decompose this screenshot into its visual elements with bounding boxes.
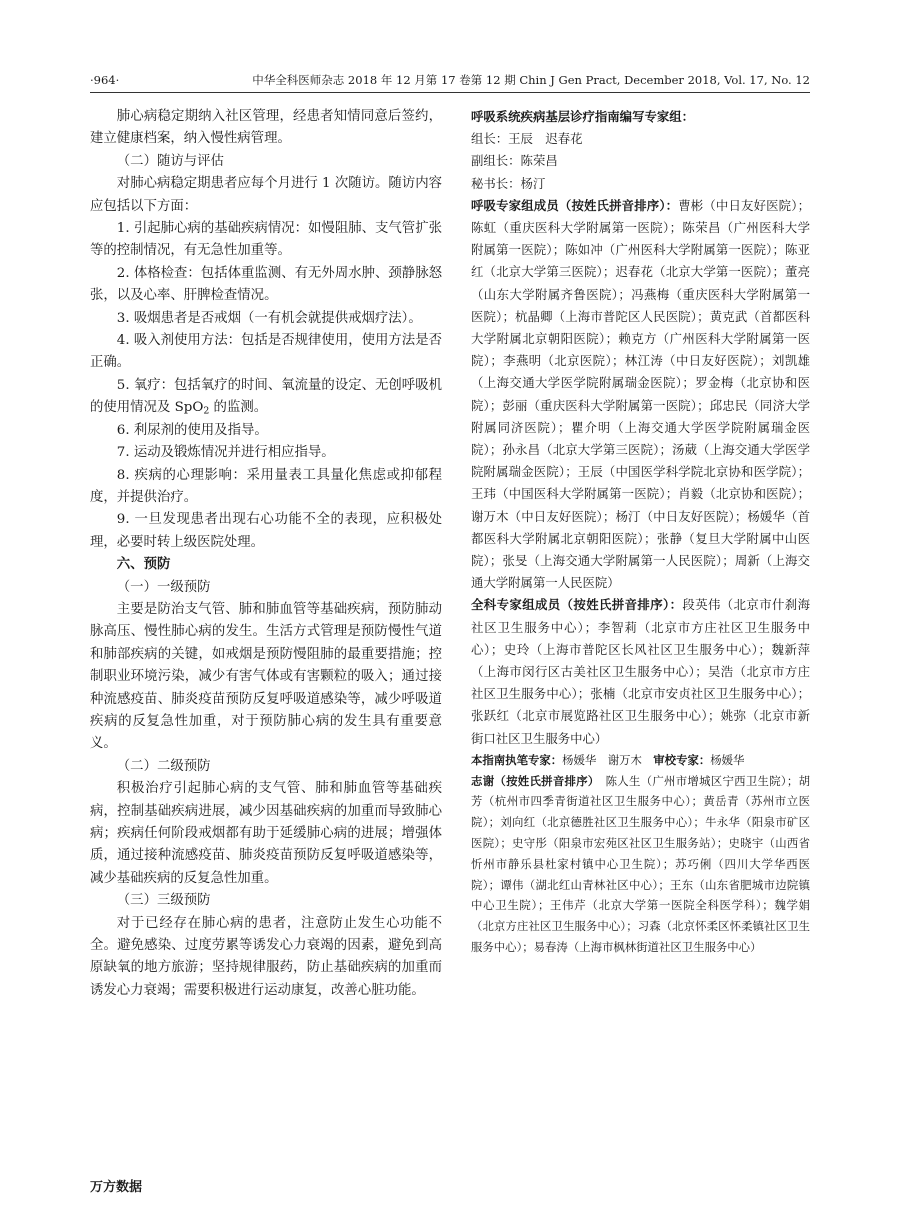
oxygen-text-end: 的监测。 [209,400,268,416]
right-column [471,106,810,958]
group-leader: 组长：王辰 迟春花 [471,131,583,147]
list-item: 7. 运动及锻炼情况并进行相应指导。 [116,445,335,461]
respiratory-members-title: 呼吸专家组成员（按姓氏拼音排序）： [471,197,679,213]
respiratory-members-list: 曹彬（中日友好医院）；陈虹（重庆医科大学附属第一医院）；陈荣昌（广州医科大学附属第一医院）；陈如冲（广州医科大学附属第一医院）；陈亚红（北京大学第三医院）；迟春花（北京大学第一医院）；董亮（山东大学附属齐鲁医院）；冯燕梅（重庆医科大学附属第一医院）；杭晶卿（上海市普陀区人民医院）；黄克武（首都医科大学附属北京朝阳医院）；赖克方（广州医科大学附属第一医院）；李燕明（北京医院）；林江涛（中日友好医院）；刘凯雄（上海交通大学医学院附属瑞金医院）；罗金梅（北京协和医院）；彭丽（重庆医科大学附属第一医院）；邱忠民（同济大学附属同济医院）；瞿介明（上海交通大学医学院附属瑞金医院）；孙永昌（北京大学第三医院）；汤葳（上海交通大学医学院附属瑞金医院）；王辰（中国医学科学院北京协和医学院）；王玮（中国医科大学附属第一医院）；肖毅（北京协和医院）；谢万木（中日友好医院）；杨汀（中日友好医院）；杨媛华（首都医科大学附属北京朝阳医院）；张静（复旦大学附属中山医院）；张旻（上海交通大学附属第一人民医院）；周新（上海交通大学附属第一人民医院） [471,197,810,591]
oxygen-text: 5. 氧疗：包括氧疗的时间、氧流量的设定、无创呼吸机的使用情况及 SpO [90,377,442,416]
subscript: 2 [203,405,210,417]
running-header [90,70,810,93]
list-item: 6. 利尿剂的使用及指导。 [116,422,268,438]
heading-primary-prevention: （一）一级预防 [116,579,211,595]
gp-members-title: 全科专家组成员（按姓氏拼音排序）： [471,597,683,613]
heading-secondary-prevention: （二）二级预防 [116,758,211,774]
heading-tertiary-prevention: （三）三级预防 [116,893,211,909]
journal-citation: 中华全科医师杂志 2018 年 12 月第 17 卷第 12 期 Chin J Gen Pract, December 2018, Vol. 17, No. 12 [252,73,810,87]
gp-members-list: 段英伟（北京市什刹海社区卫生服务中心）；李智莉（北京市方庄社区卫生服务中心）；史玲（上海市普陀区长风社区卫生服务中心）；魏新萍（上海市闵行区古美社区卫生服务中心）；吴浩（北京市方庄社区卫生服务中心）；张楠（北京市安贞社区卫生服务中心）；张跃红（北京市展览路社区卫生服务中心）；姚弥（北京市新街口社区卫生服务中心） [471,597,810,746]
paragraph-secondary-prevention: 积极治疗引起肺心病的支气管、肺和肺血管等基础疾病，控制基础疾病进展，减少因基础疾病的加重而导致肺心病；疾病任何阶段戒烟都有助于延缓肺心病的进展；增强体质，通过接种流感疫苗、肺炎疫苗预防反复呼吸道感染等，减少基础疾病的反复急性加重。 [90,781,442,886]
acknowledgements [471,771,810,958]
vice-leader: 副组长：陈荣昌 [471,153,558,169]
writers-title: 本指南执笔专家： [471,752,563,767]
list-item: 4. 吸入剂使用方法：包括是否规律使用，使用方法是否正确。 [90,333,442,371]
list-item: 2. 体格检查：包括体重监测、有无外周水肿、颈静脉怒张，以及心率、肝脾检查情况。 [90,265,442,304]
writers-and-reviewers [471,750,810,771]
left-column [90,106,442,1002]
page-number: ·964· [90,73,120,87]
paragraph-followup: 对肺心病稳定期患者应每个月进行 1 次随访。随访内容应包括以下方面： [90,176,442,214]
acknowledgements-title: 志谢（按姓氏拼音排序） [471,773,594,788]
respiratory-members [471,195,810,595]
list-item: 8. 疾病的心理影响：采用量表工具量化焦虑或抑郁程度，并提供治疗。 [90,467,442,505]
expert-group-title: 呼吸系统疾病基层诊疗指南编写专家组： [471,109,695,124]
reviewer-name: 杨媛华 [710,752,745,767]
list-item-oxygen [90,375,442,420]
writers-names: 杨媛华 谢万木 [562,752,654,767]
secretary-general: 秘书长：杨汀 [471,175,546,191]
section-heading-prevention: 六、预防 [116,557,171,573]
list-item: 9. 一旦发现患者出现右心功能不全的表现，应积极处理，必要时转上级医院处理。 [90,512,442,550]
list-item: 1. 引起肺心病的基础疾病情况：如慢阻肺、支气管扩张等的控制情况，有无急性加重等。 [90,221,442,259]
general-practice-members [471,594,810,749]
acknowledgements-list: 陈人生（广州市增城区宁西卫生院）；胡芳（杭州市四季青街道社区卫生服务中心）；黄岳青（苏州市立医院）；刘向红（北京德胜社区卫生服务中心）；牛永华（阳泉市矿区医院）；史守彤（阳泉市宏苑区社区卫生服务站）；史晓宇（山西省忻州市静乐县杜家村镇中心卫生院）；苏巧俐（四川大学华西医院）；谭伟（湖北红山青林社区中心）；王东（山东省肥城市边院镇中心卫生院）；王伟芹（北京大学第一医院全科医学科）；魏学娟（北京方庄社区卫生服务中心）；习森（北京怀柔区怀柔镇社区卫生服务中心）；易春涛（上海市枫林街道社区卫生服务中心） [471,773,810,955]
paragraph-management: 肺心病稳定期纳入社区管理，经患者知情同意后签约，建立健康档案，纳入慢性病管理。 [90,109,442,147]
heading-followup: （二）随访与评估 [116,153,224,169]
list-item: 3. 吸烟患者是否戒烟（一有机会就提供戒烟疗法）。 [116,310,422,326]
reviewer-title: 审校专家： [653,752,711,767]
paragraph-primary-prevention: 主要是防治支气管、肺和肺血管等基础疾病，预防肺动脉高压、慢性肺心病的发生。生活方式管理是预防慢性气道和肺部疾病的关键，如戒烟是预防慢阻肺的最重要措施；控制职业环境污染，减少有害气体或有害颗粒的吸入；通过接种流感疫苗、肺炎疫苗预防反复呼吸道感染等，减少呼吸道疾病的反复急性加重，对于预防肺心病的发生具有重要意义。 [90,601,442,752]
paragraph-tertiary-prevention: 对于已经存在肺心病的患者，注意防止发生心功能不全。避免感染、过度劳累等诱发心力衰竭的因素，避免到高原缺氧的地方旅游；坚持规律服药，防止基础疾病的加重而诱发心力衰竭；需要积极进行运动康复，改善心脏功能。 [90,915,442,998]
watermark: 万方数据 [90,1180,143,1195]
